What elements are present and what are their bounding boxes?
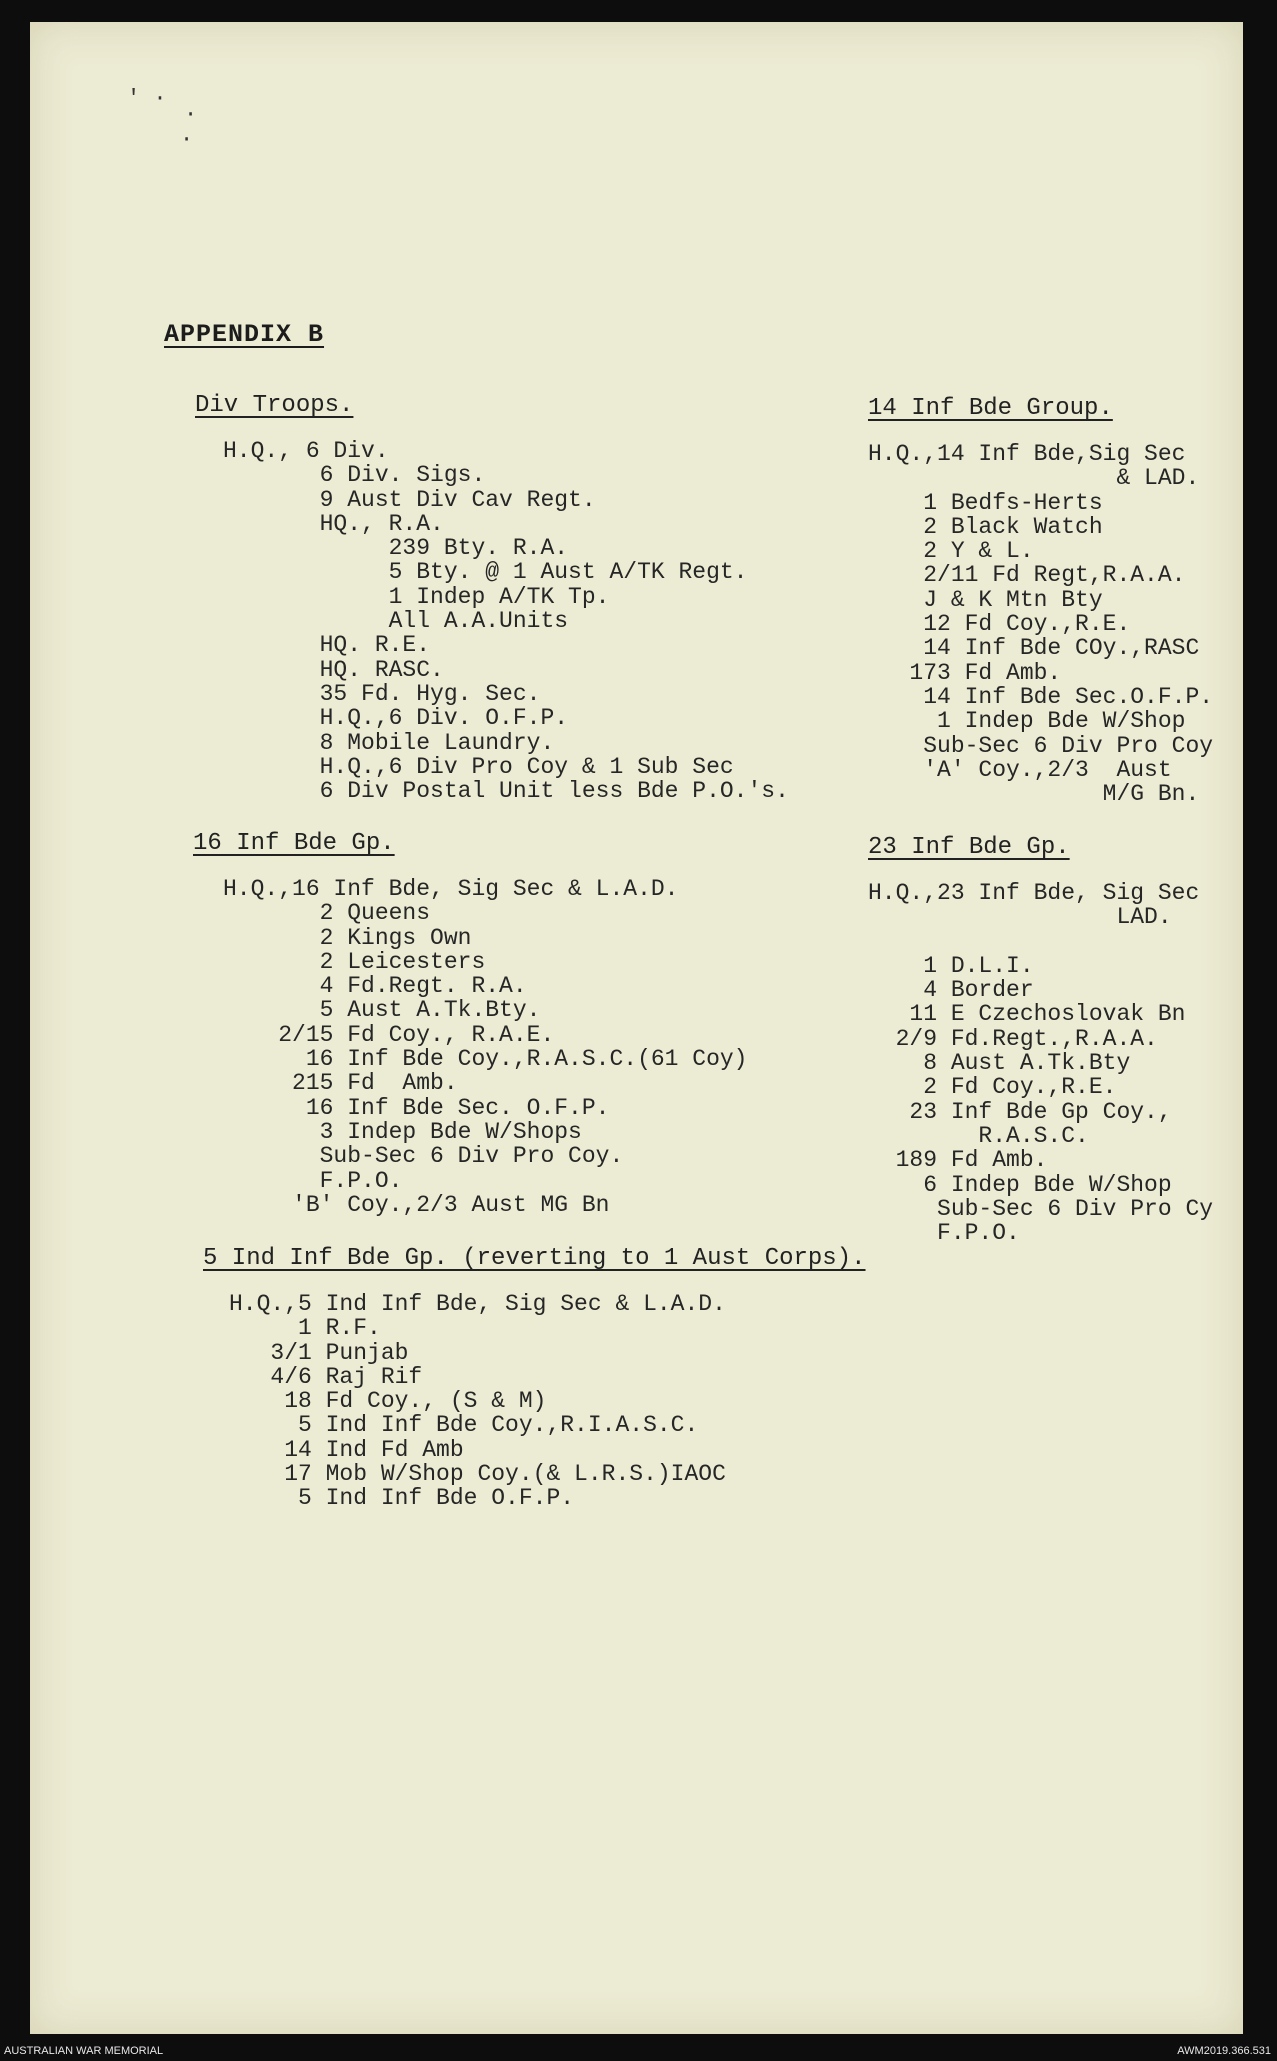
unit-line: 35 Fd. Hyg. Sec. bbox=[223, 680, 541, 707]
unit-line: H.Q., 6 Div. bbox=[223, 438, 389, 464]
unit-line: J & K Mtn Bty bbox=[868, 586, 1103, 613]
unit-line: 1 R.F. bbox=[229, 1315, 381, 1342]
unit-line: Sub-Sec 6 Div Pro Coy. bbox=[223, 1143, 624, 1170]
unit-line: 14 Ind Fd Amb bbox=[229, 1436, 464, 1463]
unit-line: 4 Border bbox=[868, 977, 1034, 1004]
unit-line: 1 Indep A/TK Tp. bbox=[223, 583, 610, 610]
section-14-inf-bde bbox=[868, 395, 1213, 806]
unit-list bbox=[223, 877, 748, 1217]
unit-line: 14 Inf Bde COy.,RASC bbox=[868, 635, 1200, 662]
unit-list bbox=[868, 881, 1213, 1245]
unit-line: 'B' Coy.,2/3 Aust MG Bn bbox=[223, 1191, 610, 1218]
unit-line: 17 Mob W/Shop Coy.(& L.R.S.)IAOC bbox=[229, 1461, 726, 1488]
footer-credit: AUSTRALIAN WAR MEMORIAL bbox=[4, 2045, 164, 2057]
unit-line: H.Q.,5 Ind Inf Bde, Sig Sec & L.A.D. bbox=[229, 1291, 726, 1317]
section-heading: 16 Inf Bde Gp. bbox=[193, 830, 395, 857]
unit-line: H.Q.,23 Inf Bde, Sig Sec bbox=[868, 880, 1200, 906]
unit-line: 5 Ind Inf Bde Coy.,R.I.A.S.C. bbox=[229, 1412, 699, 1439]
unit-line: 18 Fd Coy., (S & M) bbox=[229, 1388, 547, 1415]
unit-line bbox=[868, 930, 1213, 954]
unit-line: 2 Black Watch bbox=[868, 513, 1103, 540]
section-heading: 5 Ind Inf Bde Gp. (reverting to 1 Aust Corps). bbox=[203, 1245, 866, 1272]
unit-line: 215 Fd Amb. bbox=[223, 1070, 458, 1097]
section-heading: Div Troops. bbox=[195, 392, 354, 419]
unit-line: 11 E Czechoslovak Bn bbox=[868, 1001, 1186, 1028]
margin-mark: · bbox=[180, 127, 194, 152]
unit-line: 2 Y & L. bbox=[868, 538, 1034, 565]
footer-accession-number: AWM2019.366.531 bbox=[1177, 2045, 1271, 2057]
section-23-inf-bde bbox=[868, 834, 1213, 1245]
unit-line: 3/1 Punjab bbox=[229, 1339, 409, 1366]
unit-line: 5 Aust A.Tk.Bty. bbox=[223, 997, 541, 1024]
unit-line: F.P.O. bbox=[223, 1167, 403, 1194]
section-heading: 23 Inf Bde Gp. bbox=[868, 834, 1070, 861]
unit-line: 16 Inf Bde Coy.,R.A.S.C.(61 Coy) bbox=[223, 1046, 748, 1073]
unit-line: 189 Fd Amb. bbox=[868, 1147, 1048, 1174]
unit-line: 14 Inf Bde Sec.O.F.P. bbox=[868, 683, 1214, 710]
unit-line: 16 Inf Bde Sec. O.F.P. bbox=[223, 1094, 610, 1121]
unit-list bbox=[868, 442, 1213, 806]
unit-line: 6 Indep Bde W/Shop bbox=[868, 1171, 1172, 1198]
unit-line: HQ. R.E. bbox=[223, 632, 431, 659]
unit-line: 3 Indep Bde W/Shops bbox=[223, 1118, 582, 1145]
unit-line: 2/11 Fd Regt,R.A.A. bbox=[868, 562, 1186, 589]
unit-line: H.Q.,6 Div Pro Coy & 1 Sub Sec bbox=[223, 753, 734, 780]
document-title: APPENDIX B bbox=[164, 320, 325, 349]
unit-line: 1 Bedfs-Herts bbox=[868, 489, 1103, 516]
unit-line: Sub-Sec 6 Div Pro Cy bbox=[868, 1195, 1214, 1222]
unit-line: H.Q.,14 Inf Bde,Sig Sec bbox=[868, 441, 1186, 467]
unit-line: & LAD. bbox=[868, 465, 1200, 492]
unit-line: All A.A.Units bbox=[223, 608, 569, 635]
unit-line: R.A.S.C. bbox=[868, 1122, 1089, 1149]
unit-line: LAD. bbox=[868, 904, 1172, 931]
unit-line: 12 Fd Coy.,R.E. bbox=[868, 611, 1131, 638]
unit-line: 6 Div Postal Unit less Bde P.O.'s. bbox=[223, 778, 789, 805]
section-16-inf-bde bbox=[193, 830, 748, 1217]
unit-line: M/G Bn. bbox=[868, 781, 1200, 808]
margin-mark: · bbox=[184, 102, 198, 127]
unit-line: 6 Div. Sigs. bbox=[223, 462, 486, 489]
unit-line: 239 Bty. R.A. bbox=[223, 535, 569, 562]
section-div-troops bbox=[195, 392, 789, 803]
unit-line: 23 Inf Bde Gp Coy., bbox=[868, 1098, 1172, 1125]
unit-line: 5 Ind Inf Bde O.F.P. bbox=[229, 1485, 575, 1512]
unit-list bbox=[223, 439, 789, 803]
unit-list bbox=[229, 1292, 866, 1511]
unit-line: 8 Aust A.Tk.Bty bbox=[868, 1050, 1131, 1077]
unit-line: F.P.O. bbox=[868, 1220, 1020, 1247]
section-heading: 14 Inf Bde Group. bbox=[868, 395, 1113, 422]
unit-line: 2 Leicesters bbox=[223, 948, 486, 975]
unit-line: 'A' Coy.,2/3 Aust bbox=[868, 756, 1172, 783]
unit-line: 173 Fd Amb. bbox=[868, 659, 1062, 686]
unit-line: 2 Queens bbox=[223, 900, 431, 927]
unit-line: H.Q.,16 Inf Bde, Sig Sec & L.A.D. bbox=[223, 876, 679, 902]
unit-line: 2/9 Fd.Regt.,R.A.A. bbox=[868, 1025, 1158, 1052]
unit-line: HQ. RASC. bbox=[223, 656, 444, 683]
unit-line: 8 Mobile Laundry. bbox=[223, 729, 555, 756]
unit-line: 1 D.L.I. bbox=[868, 952, 1034, 979]
unit-line: H.Q.,6 Div. O.F.P. bbox=[223, 705, 569, 732]
unit-line: 4 Fd.Regt. R.A. bbox=[223, 973, 527, 1000]
unit-line: 2/15 Fd Coy., R.A.E. bbox=[223, 1021, 555, 1048]
section-5-ind-inf-bde bbox=[203, 1245, 866, 1511]
unit-line: 5 Bty. @ 1 Aust A/TK Regt. bbox=[223, 559, 748, 586]
unit-line: Sub-Sec 6 Div Pro Coy bbox=[868, 732, 1214, 759]
unit-line: 1 Indep Bde W/Shop bbox=[868, 708, 1186, 735]
unit-line: HQ., R.A. bbox=[223, 510, 444, 537]
unit-line: 2 Kings Own bbox=[223, 924, 472, 951]
unit-line: 4/6 Raj Rif bbox=[229, 1363, 423, 1390]
unit-line: 2 Fd Coy.,R.E. bbox=[868, 1074, 1117, 1101]
margin-mark: ' · bbox=[127, 86, 167, 111]
unit-line: 9 Aust Div Cav Regt. bbox=[223, 486, 596, 513]
